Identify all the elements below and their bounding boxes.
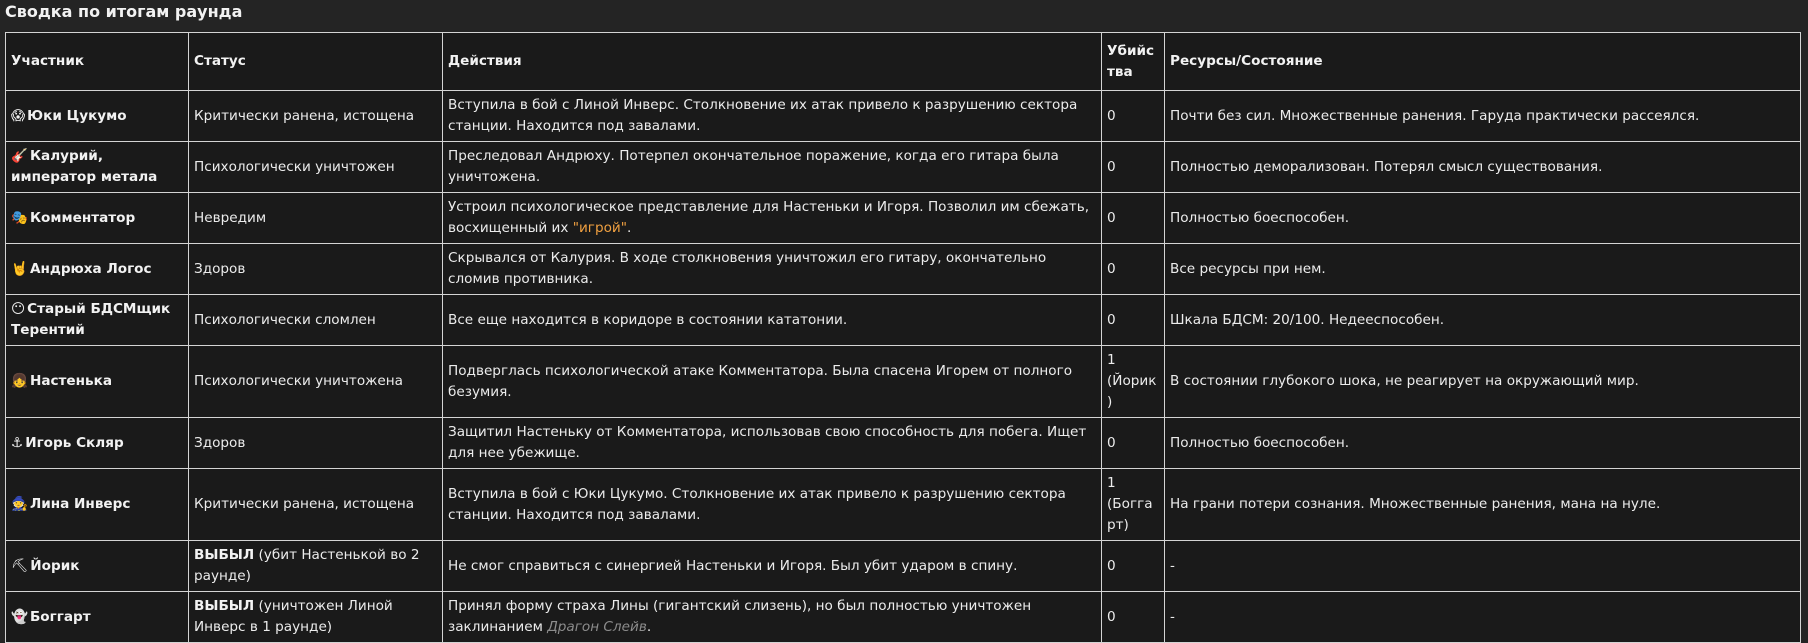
kills-cell: 1 (Боггарт) xyxy=(1102,469,1165,541)
participant-name: Настенька xyxy=(29,373,113,389)
kills-cell: 0 xyxy=(1102,418,1165,469)
participant-cell xyxy=(6,541,189,592)
actions-cell: Вступила в бой с Линой Инверс. Столкновение их атак привело к разрушению сектора станции. Находится под завалами. xyxy=(443,91,1102,142)
status-cell: Психологически сломлен xyxy=(189,295,443,346)
actions-text: Устроил психологическое представление для Настеньки и Игоря. Позволил им сбежать, восхищенный их xyxy=(448,199,1090,236)
table-row xyxy=(6,541,1801,592)
table-row xyxy=(6,142,1801,193)
resources-cell: Полностью деморализован. Потерял смысл существования. xyxy=(1165,142,1801,193)
kills-cell: 0 xyxy=(1102,91,1165,142)
status-detail: (уничтожен Линой Инверс в 1 раунде) xyxy=(194,598,393,635)
theater-masks-icon: 🎭 xyxy=(11,209,28,226)
participant-name: Юки Цукумо xyxy=(27,107,127,124)
resources-cell: Почти без сил. Множественные ранения. Гаруда практически рассеялся. xyxy=(1165,91,1801,142)
table-row xyxy=(6,418,1801,469)
participant-name: Калурий, император метала xyxy=(11,148,158,185)
actions-cell: Все еще находится в коридоре в состоянии кататонии. xyxy=(443,295,1102,346)
column-header-kills: Убийства xyxy=(1102,33,1165,91)
table-row xyxy=(6,244,1801,295)
mage-icon: 🧙 xyxy=(11,496,28,512)
anchor-icon: ⚓ xyxy=(11,434,24,451)
resources-cell: Полностью боеспособен. xyxy=(1165,193,1801,244)
status-eliminated-label: ВЫБЫЛ xyxy=(194,598,255,614)
participant-cell xyxy=(6,142,189,193)
participant-cell xyxy=(6,193,189,244)
rock-hand-icon: 🤘 xyxy=(11,260,28,277)
summary-table xyxy=(5,32,1801,643)
table-row xyxy=(6,91,1801,142)
participant-name: Боггарт xyxy=(29,608,91,625)
participant-cell xyxy=(6,244,189,295)
girl-icon: 👧 xyxy=(11,373,28,389)
resources-cell: Шкала БДСМ: 20/100. Недееспособен. xyxy=(1165,295,1801,346)
column-header-participant: Участник xyxy=(6,33,189,91)
actions-text-end: . xyxy=(626,220,632,236)
participant-name: Комментатор xyxy=(29,209,136,226)
status-cell: Критически ранена, истощена xyxy=(189,91,443,142)
table-row xyxy=(6,295,1801,346)
kills-cell: 0 xyxy=(1102,193,1165,244)
actions-cell: Не смог справиться с синергией Настеньки и Игоря. Был убит ударом в спину. xyxy=(443,541,1102,592)
actions-text-end: . xyxy=(646,619,652,635)
table-row xyxy=(6,592,1801,643)
resources-cell: В состоянии глубокого шока, не реагирует на окружающий мир. xyxy=(1165,346,1801,418)
spell-name: Драгон Слейв xyxy=(547,619,647,635)
blank-face-icon: 😶 xyxy=(11,301,26,317)
actions-text: Принял форму страха Лины (гигантский слизень), но был полностью уничтожен заклинанием xyxy=(448,598,1032,635)
actions-cell: Преследовал Андрюху. Потерпел окончательное поражение, когда его гитара была уничтожена. xyxy=(443,142,1102,193)
status-cell: Невредим xyxy=(189,193,443,244)
actions-cell: Подверглась психологической атаке Комментатора. Была спасена Игорем от полного безумия. xyxy=(443,346,1102,418)
resources-cell: - xyxy=(1165,541,1801,592)
resources-cell: - xyxy=(1165,592,1801,643)
table-row xyxy=(6,346,1801,418)
participant-cell xyxy=(6,295,189,346)
table-header-row xyxy=(6,33,1801,91)
status-eliminated-label: ВЫБЫЛ xyxy=(194,547,255,563)
participant-name: Игорь Скляр xyxy=(25,434,124,451)
page-title: Сводка по итогам раунда xyxy=(5,2,243,21)
actions-cell: Скрывался от Калурия. В ходе столкновения уничтожил его гитару, окончательно сломив противника. xyxy=(443,244,1102,295)
participant-cell xyxy=(6,469,189,541)
participant-name: Йорик xyxy=(30,557,80,574)
column-header-status: Статус xyxy=(189,33,443,91)
kills-cell: 0 xyxy=(1102,244,1165,295)
participant-name: Старый БДСМщик Терентий xyxy=(11,301,171,338)
column-header-actions: Действия xyxy=(443,33,1102,91)
participant-cell xyxy=(6,592,189,643)
actions-cell xyxy=(443,592,1102,643)
status-cell: Здоров xyxy=(189,418,443,469)
status-cell xyxy=(189,541,443,592)
participant-cell xyxy=(6,346,189,418)
participant-name: Лина Инверс xyxy=(29,496,131,512)
actions-highlight: "игрой" xyxy=(572,220,627,236)
kills-cell: 1 (Йорик) xyxy=(1102,346,1165,418)
ghost-icon: 👻 xyxy=(11,608,28,625)
kills-cell: 0 xyxy=(1102,142,1165,193)
actions-cell: Вступила в бой с Юки Цукумо. Столкновение их атак привело к разрушению сектора станции. Находится под завалами. xyxy=(443,469,1102,541)
guitar-icon: 🎸 xyxy=(11,148,28,164)
kills-cell: 0 xyxy=(1102,592,1165,643)
actions-cell xyxy=(443,193,1102,244)
resources-cell: Все ресурсы при нем. xyxy=(1165,244,1801,295)
participant-cell xyxy=(6,418,189,469)
resources-cell: На грани потери сознания. Множественные ранения, мана на нуле. xyxy=(1165,469,1801,541)
resources-cell: Полностью боеспособен. xyxy=(1165,418,1801,469)
status-cell: Психологически уничтожена xyxy=(189,346,443,418)
status-cell: Здоров xyxy=(189,244,443,295)
status-cell xyxy=(189,592,443,643)
status-cell: Психологически уничтожен xyxy=(189,142,443,193)
table-row xyxy=(6,193,1801,244)
kills-cell: 0 xyxy=(1102,541,1165,592)
participant-cell xyxy=(6,91,189,142)
participant-name: Андрюха Логос xyxy=(29,260,152,277)
status-cell: Критически ранена, истощена xyxy=(189,469,443,541)
actions-cell: Защитил Настеньку от Комментатора, использовав свою способность для побега. Ищет для нее убежище. xyxy=(443,418,1102,469)
scream-icon: 😱 xyxy=(11,107,26,124)
status-detail: (убит Настенькой во 2 раунде) xyxy=(194,547,420,584)
pick-icon: ⛏ xyxy=(11,557,29,574)
kills-cell: 0 xyxy=(1102,295,1165,346)
table-row xyxy=(6,469,1801,541)
column-header-resources: Ресурсы/Состояние xyxy=(1165,33,1801,91)
